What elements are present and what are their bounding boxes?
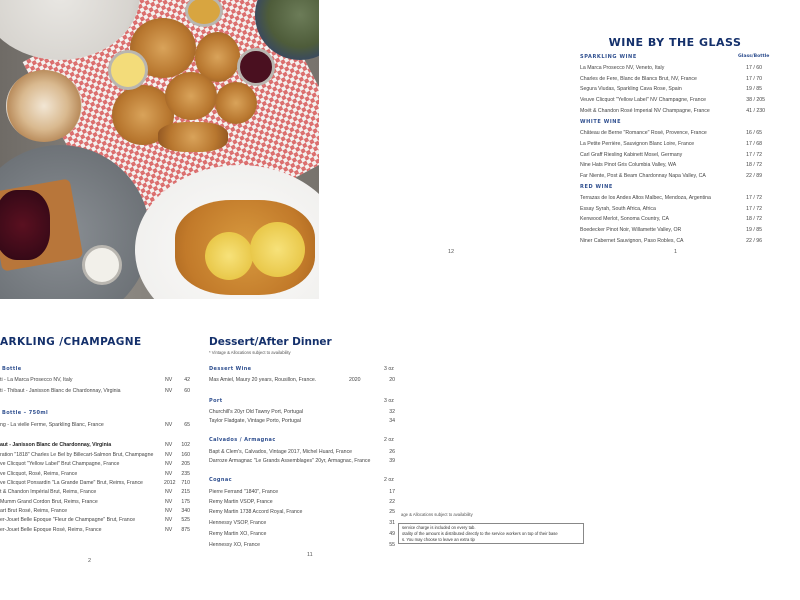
berries <box>0 190 50 260</box>
wine-price: 17 / 70 <box>746 76 762 82</box>
champagne-vintage: NV <box>165 517 173 523</box>
champagne-price: 60 <box>184 388 190 394</box>
section-heading-port: Port <box>209 398 223 404</box>
champagne-name: ve Clicquot Ponsardin "La Grande Dame" Brut, Reims, France <box>0 480 143 486</box>
champagne-name: ve Clicquot, Rosé, Reims, France <box>0 471 78 477</box>
dessert-item-price: 25 <box>389 509 395 515</box>
champagne-price: 160 <box>181 452 190 458</box>
wine-name: Carl Graff Riesling Kabinett Mosel, Germany <box>580 152 683 158</box>
section-heading-dessert-wine: Dessert Wine <box>209 366 252 372</box>
champagne-name: ration "1818" Charles Le Bel by Billecart-Salmon Brut, Champagne <box>0 452 154 458</box>
page-number-1: 1 <box>674 249 678 255</box>
wine-price: 17 / 68 <box>746 141 762 147</box>
champagne-vintage: NV <box>165 489 173 495</box>
champagne-vintage: NV <box>165 471 173 477</box>
wine-name: Segura Viudas, Sparkling Cava Rose, Spain <box>580 86 682 92</box>
eggs-benedict <box>205 232 253 280</box>
champagne-price: 175 <box>181 499 190 505</box>
wine-price: 17 / 72 <box>746 152 762 158</box>
dessert-item-price: 34 <box>389 418 395 424</box>
muffin <box>165 72 217 120</box>
wine-name: Kenwood Merlot, Sonoma Country, CA <box>580 216 669 222</box>
champagne-price: 65 <box>184 422 190 428</box>
champagne-name: ti - La Marca Prosecco NV, Italy <box>0 377 73 383</box>
wine-price: 17 / 72 <box>746 195 762 201</box>
dessert-title: Dessert/After Dinner <box>209 336 332 348</box>
dessert-item-name: Bapt & Clem's, Calvados, Vintage 2017, Michel Huard, France <box>209 449 353 455</box>
champagne-vintage: NV <box>165 442 173 448</box>
section-heading-cognac: Cognac <box>209 477 232 483</box>
page-number-11: 11 <box>307 552 313 558</box>
champagne-vintage: NV <box>165 377 173 383</box>
wine-name: Moët & Chandon Rosé Imperial NV Champagne, France <box>580 108 710 114</box>
page-number-12: 12 <box>448 249 455 255</box>
wine-name: Essay Syrah, South Africa, Africa <box>580 206 656 212</box>
serving-size: 2 oz <box>384 437 394 443</box>
wine-price: 19 / 85 <box>746 227 762 233</box>
wine-name: Far Niente, Post & Beam Chardonnay Napa Valley, CA <box>580 173 706 179</box>
champagne-name: ng - La vielle Ferme, Sparkling Blanc, France <box>0 422 104 428</box>
wine-name: La Petite Perrière, Sauvignon Blanc Loire, France <box>580 141 695 147</box>
champagne-name: t & Chandon Impérial Brut, Reims, France <box>0 489 97 495</box>
wine-name: Niner Cabernet Sauvignon, Paso Robles, CA <box>580 238 684 244</box>
champagne-vintage: NV <box>165 388 173 394</box>
champagne-name: aut - Janisson Blanc de Chardonnay, Virginia <box>0 442 112 448</box>
champagne-vintage: NV <box>165 422 173 428</box>
jam-ramekin <box>237 48 275 86</box>
champagne-name: ve Clicquot "Yellow Label" Brut Champagne, France <box>0 461 120 467</box>
dessert-item-price: 55 <box>389 542 395 548</box>
dessert-item-name: Remy Martin XO, France <box>209 531 267 537</box>
champagne-vintage: NV <box>165 499 173 505</box>
dessert-item-name: Darroze Armagnac "Le Grands Assemblages" 20yr, Armagnac, France <box>209 458 371 464</box>
dessert-item-name: Remy Martin VSOP, France <box>209 499 273 505</box>
champagne-vintage: NV <box>165 461 173 467</box>
pastry <box>215 82 257 124</box>
dessert-item-name: Hennessy VSOP, France <box>209 520 267 526</box>
dessert-item-name: Mas Amiel, Maury 20 years, Rousillon, France. <box>209 377 317 383</box>
champagne-price: 42 <box>184 377 190 383</box>
champagne-price: 710 <box>181 480 190 486</box>
latte-cup <box>6 70 82 142</box>
dessert-item-price: 49 <box>389 531 395 537</box>
service-charge-box <box>398 523 584 544</box>
wine-price: 38 / 205 <box>746 97 765 103</box>
section-heading-red: RED WINE <box>580 184 613 190</box>
champagne-price: 215 <box>181 489 190 495</box>
champagne-vintage: NV <box>165 508 173 514</box>
wine-price: 18 / 72 <box>746 162 762 168</box>
champagne-price: 205 <box>181 461 190 467</box>
dessert-item-price: 17 <box>389 489 395 495</box>
croissant <box>158 122 228 152</box>
serving-size: 3 oz <box>384 366 394 372</box>
dessert-item-price: 32 <box>389 409 395 415</box>
wine-name: Veuve Clicquot "Yellow Label" NV Champagne, France <box>580 97 707 103</box>
champagne-price: 340 <box>181 508 190 514</box>
eggs-benedict <box>250 222 305 277</box>
dessert-item-name: Remy Martin 1738 Accord Royal, France <box>209 509 303 515</box>
wine-price: 22 / 96 <box>746 238 762 244</box>
champagne-name: er-Jouet Belle Epoque Rosé, Reims, France <box>0 527 102 533</box>
wine-price: 22 / 89 <box>746 173 762 179</box>
dessert-item-name: Taylor Fladgate, Vintage Porto, Portugal <box>209 418 301 424</box>
champagne-name: ti - Thibaut - Janisson Blanc de Chardonnay, Virginia <box>0 388 121 394</box>
wine-name: Nine Hats Pinot Gris Columbia Valley, WA <box>580 162 677 168</box>
dessert-item-price: 20 <box>389 377 395 383</box>
champagne-vintage: 2012 <box>164 480 176 486</box>
dessert-item-price: 22 <box>389 499 395 505</box>
food-photo <box>0 0 319 299</box>
dessert-item-name: Hennessy XO, France <box>209 542 261 548</box>
availability-note: * Vintage & Allocations subject to availability <box>209 350 291 355</box>
sparkling-champagne-title: ARKLING /CHAMPAGNE <box>0 336 142 348</box>
wine-price: 16 / 65 <box>746 130 762 136</box>
wine-name: Terrazas de los Andes Altos Malbec, Mendoza, Argentina <box>580 195 711 201</box>
champagne-name: art Brut Rosé, Reims, France <box>0 508 68 514</box>
champagne-price: 525 <box>181 517 190 523</box>
butter-ramekin <box>108 50 148 90</box>
section-heading-white: WHITE WINE <box>580 119 622 125</box>
wine-name: Boedecker Pinot Noir, Willamette Valley, OR <box>580 227 682 233</box>
section-heading-calvados-armagnac: Calvados / Armagnac <box>209 437 276 443</box>
wine-price: 17 / 60 <box>746 65 762 71</box>
service-charge-line: s. You may choose to leave an extra tip <box>402 537 475 542</box>
section-heading-sparkling: SPARKLING WINE <box>580 54 637 60</box>
dessert-item-price: 39 <box>389 458 395 464</box>
service-charge-line: service charge is included on every tab. <box>402 525 476 530</box>
champagne-name: er-Jouet Belle Epoque "Fleur de Champagne" Brut, France <box>0 517 136 523</box>
wine-name: Charles de Fere, Blanc de Blancs Brut, NV, France <box>580 76 697 82</box>
dessert-item-price: 26 <box>389 449 395 455</box>
dessert-item-name: Pierre Ferrand "1840", France <box>209 489 279 495</box>
wine-name: Château de Berne "Romance" Rosé, Provence, France <box>580 130 707 136</box>
page-number-2: 2 <box>88 558 92 564</box>
wine-price: 19 / 85 <box>746 86 762 92</box>
champagne-vintage: NV <box>165 452 173 458</box>
dessert-item-vintage: 2020 <box>349 377 361 383</box>
champagne-price: 102 <box>181 442 190 448</box>
dessert-item-price: 31 <box>389 520 395 526</box>
champagne-price: 235 <box>181 471 190 477</box>
section-heading-bottle: Bottle <box>2 366 22 372</box>
champagne-name: Mumm Grand Cordon Brut, Reims, France <box>0 499 98 505</box>
wine-by-glass-title: WINE BY THE GLASS <box>608 36 742 49</box>
champagne-price: 875 <box>181 527 190 533</box>
glass-bottle-column-header: Glass/Bottle <box>738 54 770 59</box>
wine-price: 18 / 72 <box>746 216 762 222</box>
service-charge-line: otality of the amount is distributed directly to the service workers on top of their base <box>402 531 558 536</box>
section-heading-bottle-750ml: Bottle – 750ml <box>2 410 49 416</box>
availability-note-partial: age & Allocations subject to availability <box>401 512 473 517</box>
dessert-item-name: Churchill's 20yr Old Tawny Port, Portugal <box>209 409 304 415</box>
champagne-vintage: NV <box>165 527 173 533</box>
serving-size: 3 oz <box>384 398 394 404</box>
wine-name: La Marca Prosecco NV, Veneto, Italy <box>580 65 665 71</box>
cream-ramekin <box>82 245 122 285</box>
serving-size: 2 oz <box>384 477 394 483</box>
wine-price: 41 / 230 <box>746 108 765 114</box>
wine-price: 17 / 72 <box>746 206 762 212</box>
